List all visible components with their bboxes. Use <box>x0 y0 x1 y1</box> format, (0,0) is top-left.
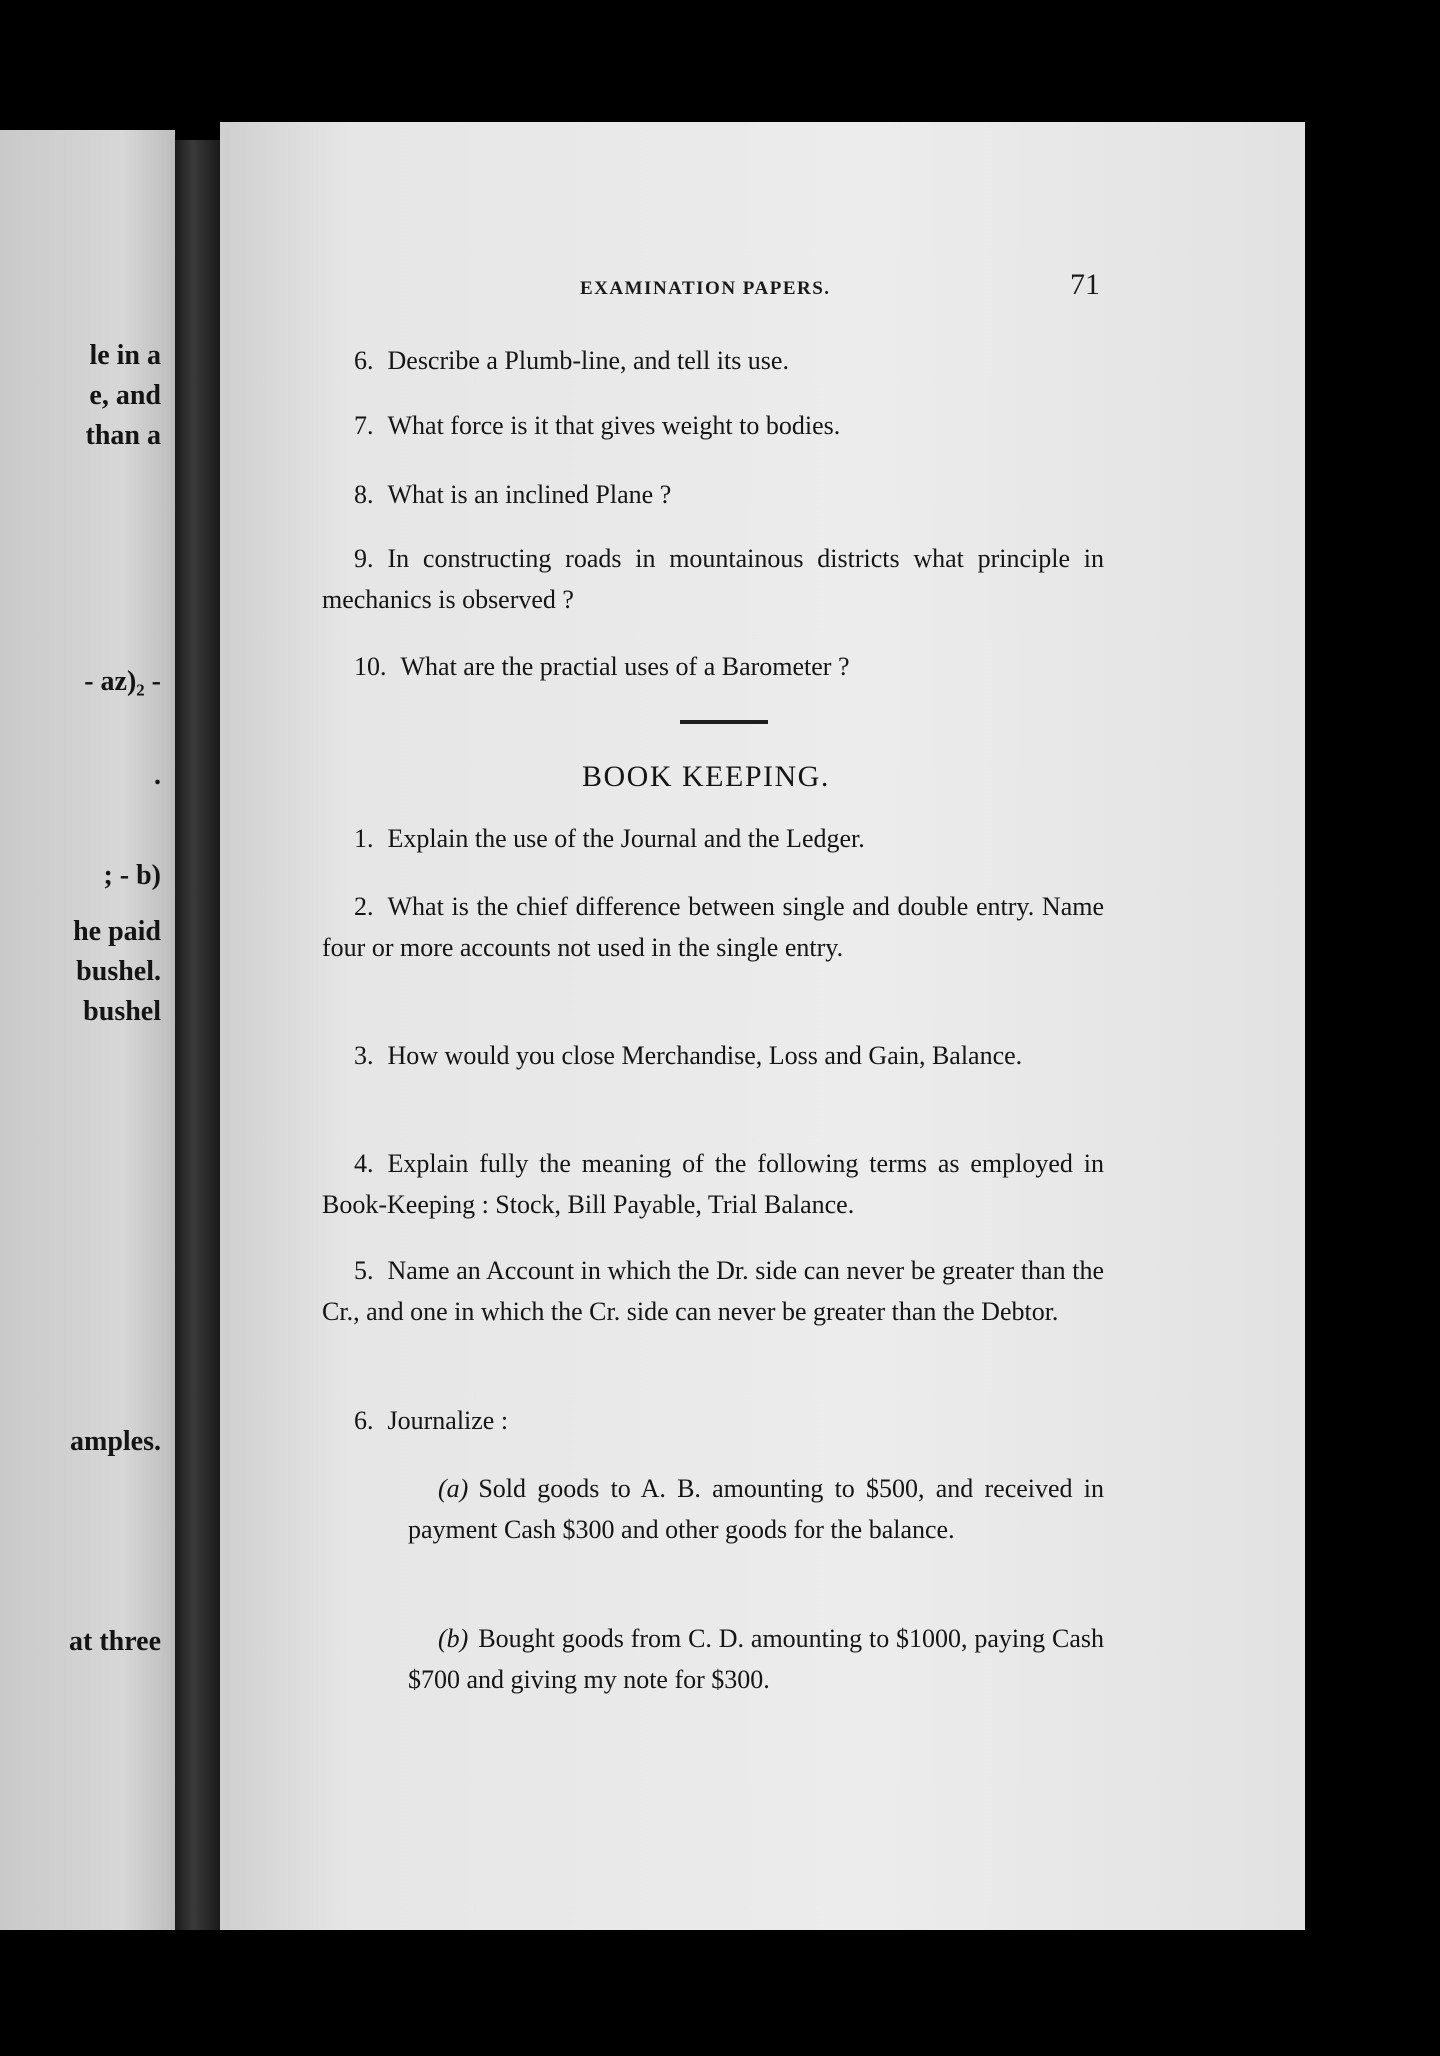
question-item <box>322 1400 1104 1441</box>
question-number: 1. <box>354 824 374 853</box>
question-item <box>322 1250 1104 1332</box>
item-text: Bought goods from C. D. amounting to $1000, paying Cash $700 and giving my note for $300. <box>408 1624 1104 1694</box>
question-text: Explain fully the meaning of the following terms as employed in Book-Keeping : Stock, Bill Payable, Trial Balance. <box>322 1149 1104 1219</box>
question-number: 9. <box>354 544 374 573</box>
question-text: Name an Account in which the Dr. side can never be greater than the Cr., and one in which the Cr. side can never be greater than the Debtor. <box>322 1256 1104 1326</box>
question-item <box>322 538 1104 620</box>
question-number: 8. <box>354 480 374 509</box>
question-text: In constructing roads in mountainous districts what principle in mechanics is observed ? <box>322 544 1104 614</box>
left-fragment: ; - b) <box>103 860 161 891</box>
left-page <box>0 130 175 1930</box>
question-text: What is the chief difference between single and double entry. Name four or more accounts not used in the single entry. <box>322 892 1104 962</box>
question-text: How would you close Merchandise, Loss and Gain, Balance. <box>387 1041 1023 1070</box>
left-fragment: amples. <box>70 1426 161 1457</box>
left-fragment: bushel. <box>76 956 161 987</box>
book-gutter <box>175 140 220 1930</box>
left-fragment: than a <box>85 420 161 451</box>
left-fragment: at three <box>69 1626 161 1657</box>
section-title: BOOK KEEPING. <box>582 760 830 793</box>
question-item <box>322 1035 1104 1076</box>
question-text: Journalize : <box>387 1406 509 1435</box>
running-title: EXAMINATION PAPERS. <box>580 278 831 299</box>
question-text: What is an inclined Plane ? <box>387 480 672 509</box>
left-fragment: bushel <box>83 996 161 1027</box>
question-item <box>322 1143 1104 1225</box>
question-number: 5. <box>354 1256 374 1285</box>
question-number: 3. <box>354 1041 374 1070</box>
left-fragment: le in a <box>89 340 161 371</box>
item-letter: (b) <box>438 1624 469 1653</box>
item-letter: (a) <box>438 1474 469 1503</box>
question-number: 6. <box>354 346 374 375</box>
question-number: 10. <box>354 652 387 681</box>
page-number: 71 <box>1070 268 1100 301</box>
question-item <box>322 405 1104 446</box>
question-number: 7. <box>354 411 374 440</box>
question-text: What force is it that gives weight to bodies. <box>387 411 841 440</box>
question-text: What are the practial uses of a Barometer ? <box>400 652 850 681</box>
left-fragment: e, and <box>89 380 161 411</box>
question-item <box>322 646 1104 687</box>
question-number: 2. <box>354 892 374 921</box>
question-number: 6. <box>354 1406 374 1435</box>
left-fragment: he paid <box>73 916 161 947</box>
question-item <box>322 340 1104 381</box>
left-fragment: . <box>154 760 161 791</box>
section-divider <box>680 720 768 724</box>
question-number: 4. <box>354 1149 374 1178</box>
question-text: Explain the use of the Journal and the Ledger. <box>387 824 865 853</box>
question-item <box>322 474 1104 515</box>
question-text: Describe a Plumb-line, and tell its use. <box>387 346 789 375</box>
journalize-item <box>408 1468 1104 1550</box>
question-item <box>322 886 1104 968</box>
left-fragment: - az)₂ - <box>84 666 161 697</box>
question-item <box>322 818 1104 859</box>
item-text: Sold goods to A. B. amounting to $500, and received in payment Cash $300 and other goods for the balance. <box>408 1474 1104 1544</box>
journalize-item <box>408 1618 1104 1700</box>
